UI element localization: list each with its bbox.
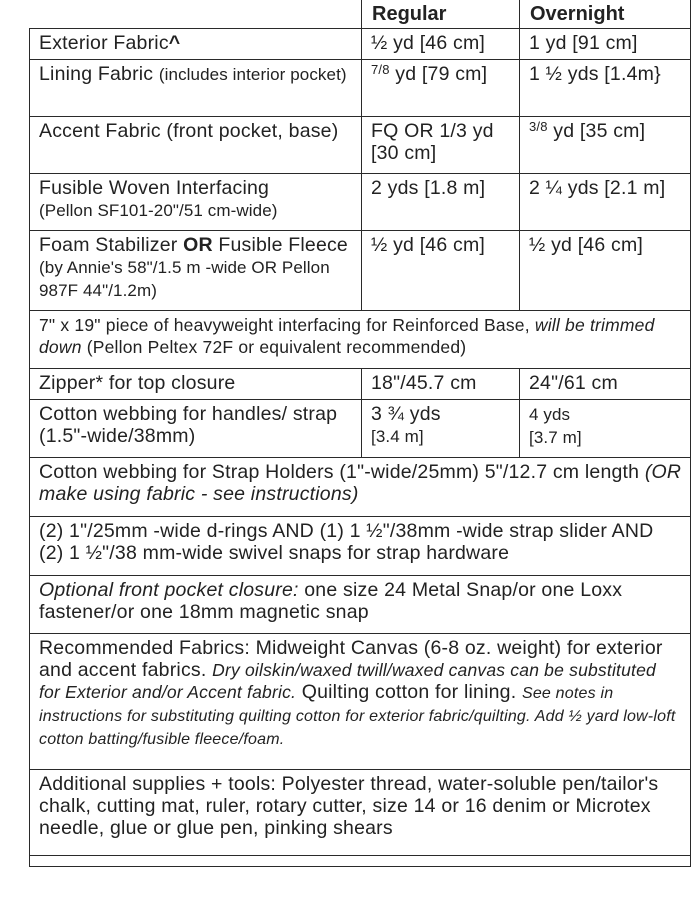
table-row — [30, 369, 691, 400]
item-label: Fusible Woven Interfacing — [39, 177, 270, 199]
table-row — [30, 117, 691, 174]
fabrics-text-b: Quilting cotton for lining. — [301, 681, 517, 703]
overnight-cell: 1 ½ yds [1.4m} — [520, 60, 691, 117]
holders-italic: (OR make using fabric - see instructions) — [39, 461, 682, 505]
base-italic: will be trimmed down — [39, 315, 655, 357]
regular-cell: ½ yd [46 cm] — [362, 231, 520, 311]
header-overnight: Overnight — [520, 0, 691, 29]
item-label-b: Fusible Fleece — [218, 234, 348, 256]
holders-cell — [30, 458, 691, 517]
base-row — [30, 311, 691, 369]
trailing-row — [30, 856, 691, 867]
or-label: OR — [183, 234, 213, 256]
fabrics-italic: Dry oilskin/waxed twill/waxed canvas can be substituted for Exterior and/or Accent fabric. — [39, 660, 656, 702]
regular-value: 3 ¾ yds — [371, 403, 441, 425]
regular-cell — [362, 400, 520, 458]
regular-cell: 2 yds [1.8 m] — [362, 174, 520, 231]
regular-cell: FQ OR 1/3 yd [30 cm] — [362, 117, 520, 174]
supplies-table — [29, 0, 691, 867]
regular-cell — [362, 60, 520, 117]
overnight-value: yd [35 cm] — [553, 120, 646, 142]
header-blank-cell — [30, 0, 362, 29]
holders-text: Cotton webbing for Strap Holders (1"-wide/25mm) 5"/12.7 cm length — [39, 461, 640, 483]
overnight-cell: 2 ¼ yds [2.1 m] — [520, 174, 691, 231]
table-row — [30, 231, 691, 311]
supplies-cell: Additional supplies + tools: Polyester thread, water-soluble pen/tailor's chalk, cutting mat, ruler, rotary cutter, size 14 or 16 denim or Microtex needle, glue or glue pen, pinking shears — [30, 770, 691, 856]
closure-row — [30, 576, 691, 634]
fabrics-italic-b: See notes in instructions for substituting quilting cotton for exterior fabric/quilting. Add ½ yard low-loft cotton batting/fusible fleece/foam. — [39, 685, 676, 748]
header-row — [30, 0, 691, 29]
overnight-cell: 1 yd [91 cm] — [520, 29, 691, 60]
base-text: 7" x 19" piece of heavyweight interfacing for Reinforced Base, — [39, 315, 530, 335]
item-note: (includes interior pocket) — [158, 65, 347, 84]
fraction: 7/8 — [371, 62, 390, 77]
item-cell: Zipper* for top closure — [30, 369, 362, 400]
item-cell: Cotton webbing for handles/ strap (1.5"-wide/38mm) — [30, 400, 362, 458]
table-row — [30, 29, 691, 60]
item-note: (Pellon SF101-20"/51 cm-wide) — [39, 201, 278, 220]
closure-cell — [30, 576, 691, 634]
item-cell — [30, 231, 362, 311]
item-label: Foam Stabilizer — [39, 234, 178, 256]
overnight-value: 4 yds — [529, 405, 571, 424]
item-label: Lining Fabric — [39, 63, 154, 85]
trailing-cell — [30, 856, 691, 867]
overnight-cell: 24"/61 cm — [520, 369, 691, 400]
caret-mark: ^ — [168, 32, 181, 54]
overnight-cell — [520, 117, 691, 174]
header-regular: Regular — [362, 0, 520, 29]
item-label: Exterior Fabric — [39, 32, 169, 54]
item-cell: Accent Fabric (front pocket, base) — [30, 117, 362, 174]
closure-italic: Optional front pocket closure: — [39, 579, 299, 601]
supplies-row — [30, 770, 691, 856]
regular-cell: ½ yd [46 cm] — [362, 29, 520, 60]
table-row — [30, 60, 691, 117]
item-cell — [30, 60, 362, 117]
table-row — [30, 174, 691, 231]
hardware-row — [30, 517, 691, 576]
regular-value: yd [79 cm] — [395, 63, 488, 85]
overnight-cell — [520, 400, 691, 458]
fabrics-cell — [30, 634, 691, 770]
item-cell — [30, 29, 362, 60]
hardware-cell: (2) 1"/25mm -wide d-rings AND (1) 1 ½"/38mm -wide strap slider AND (2) 1 ½"/38 mm-wide swivel snaps for strap hardware — [30, 517, 691, 576]
regular-metric: [3.4 m] — [371, 427, 424, 446]
item-cell — [30, 174, 362, 231]
fraction: 3/8 — [529, 119, 548, 134]
fabrics-text: Recommended Fabrics: Midweight Canvas (6-8 oz. weight) for exterior and accent fabrics. — [39, 637, 663, 681]
fabrics-row — [30, 634, 691, 770]
base-text-b: (Pellon Peltex 72F or equivalent recommended) — [86, 337, 467, 357]
table-row — [30, 400, 691, 458]
overnight-metric: [3.7 m] — [529, 428, 582, 447]
regular-cell: 18"/45.7 cm — [362, 369, 520, 400]
base-cell — [30, 311, 691, 369]
overnight-cell: ½ yd [46 cm] — [520, 231, 691, 311]
holders-row — [30, 458, 691, 517]
item-note: (by Annie's 58"/1.5 m -wide OR Pellon 987F 44"/1.2m) — [39, 258, 330, 300]
closure-text: one size 24 Metal Snap/or one Loxx fastener/or one 18mm magnetic snap — [39, 579, 623, 623]
